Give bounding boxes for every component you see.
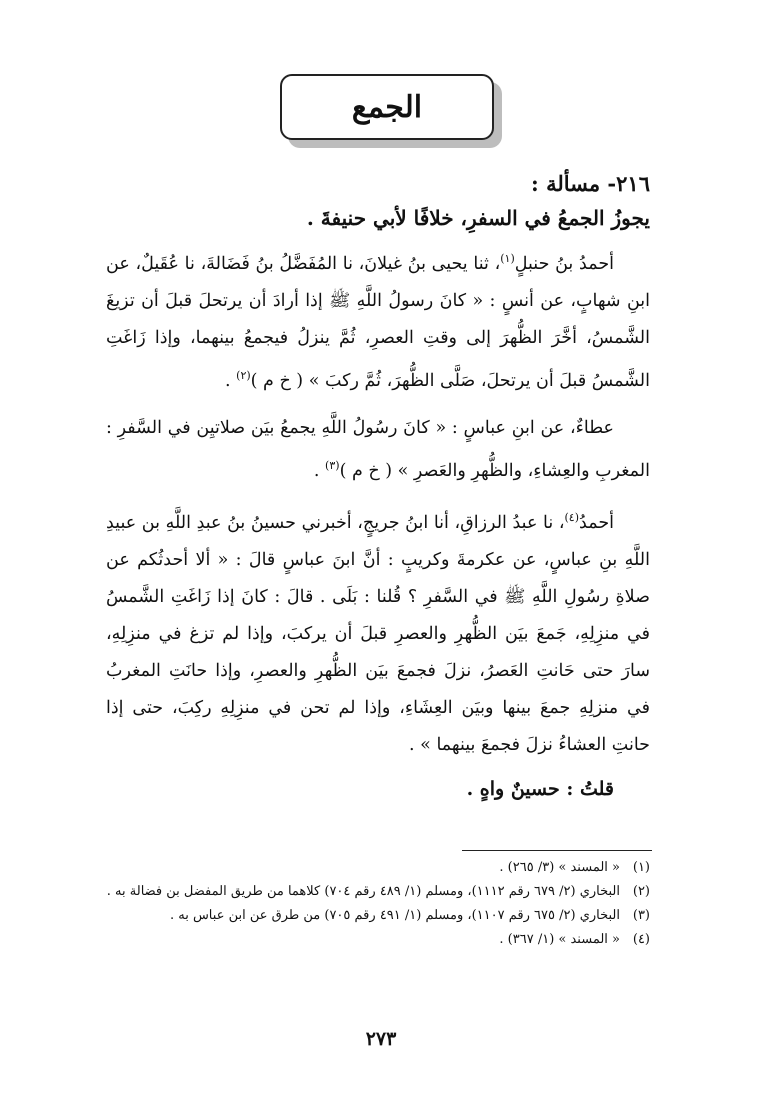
paragraph-3 <box>106 499 650 764</box>
footnote <box>106 928 650 952</box>
footnote <box>106 904 650 928</box>
footnote-marker[interactable]: (١) <box>500 252 515 265</box>
footnote-text: البخاري (٢/ ٦٧٩ رقم ١١١٢)، ومسلم (١/ ٤٨٩ رقم ٧٠٤) كلاهما من طريق المفضل بن فضالة به . <box>106 884 620 899</box>
footnotes <box>106 856 650 952</box>
footnote-text: « المسند » (١/ ٣٦٧) . <box>499 932 620 947</box>
paragraph-2 <box>106 410 650 490</box>
issue-thesis: يجوزُ الجمعُ في السفرِ، خلافًا لأبي حنيفةَ . <box>306 206 650 230</box>
paragraph-text: ، نا عبدُ الرزاقِ، أنا ابنُ جريجٍ، أخبرني حسينُ بنُ عبدِ اللَّهِ بن عبيدِ اللَّهِ بنِ عباسٍ، عن عكرمةَ وكريبٍ : أنَّ ابنَ عباسٍ قالَ : « ألا أحدثُكم عن صلاةِ رسُولِ اللَّهِ ﷺ في السَّفرِ ؟ قُلنا : بَلَى . قالَ : كانَ إذا زَاغَتِ الشَّمسُ في منزِلِهِ، جَمعَ بيَن الظُّهرِ والعصرِ قبلَ أن يركبَ، وإذا لم تزغ في منزِلِهِ، سارَ حتى حَانتِ العَصرُ، نزلَ فجمعَ بيَن الظُّهرِ والعصرِ، وإذا حانَتِ المغربُ في منزلِهِ جمعَ بينها وبيَن العِشَاءِ، وإذا لم تحن في منزِلِهِ ركِبَ، حتى إذا حانتِ العشاءُ نزلَ فجمعَ بينهما » . <box>106 513 650 756</box>
paragraph-text: أحمدُ بنُ حنبلٍ <box>514 253 614 274</box>
main-content <box>106 165 650 800</box>
paragraph-text: . <box>313 460 326 481</box>
footnote-text: البخاري (٢/ ٦٧٥ رقم ١١٠٧)، ومسلم (١/ ٤٩١ رقم ٧٠٥) من طرق عن ابن عباس به . <box>169 908 620 923</box>
page-number: ٢٧٣ <box>365 1028 397 1050</box>
paragraph-text: ، ثنا يحيى بنُ غيلانَ، نا المُفَضَّلُ بنُ فَضَالةَ، نا عُقَيلٌ، عن ابنِ شهابٍ، عن أنسٍ : « كانَ رسولُ اللَّهِ ﷺ إذا أرادَ أن يرتحلَ قبلَ أن تزيغَ الشَّمسُ، أخَّرَ الظُّهرَ إلى وقتِ العصرِ، ثُمَّ ينزلُ فيجمعُ بينهما، وإذا زَاغَتِ الشَّمسُ قبلَ أن يرتحلَ، صَلَّى الظُّهرَ، ثُمَّ ركبَ » ( خ م ) <box>106 253 650 391</box>
paragraph-text: . <box>225 370 237 391</box>
footnote-number: (١) <box>632 860 650 875</box>
footnote-number: (٢) <box>632 884 650 899</box>
paragraph-1 <box>106 240 650 400</box>
footnote-number: (٤) <box>632 932 650 947</box>
paragraph-text: أحمدُ <box>579 513 614 534</box>
footnote <box>106 856 650 880</box>
paragraph-text: عطاءٌ، عن ابنِ عباسٍ : « كانَ رسُولُ اللَّهِ يجمعُ بيَن صلاتيِن في السَّفرِ : المغربِ والعِشاءِ، والظُّهرِ والعَصرِ » ( خ م ) <box>106 417 650 481</box>
issue-heading: ٢١٦- مسألة : <box>531 171 650 196</box>
footnote-marker[interactable]: (٢) <box>236 368 251 382</box>
footnote <box>106 880 650 904</box>
chapter-title-box <box>280 74 494 140</box>
footnote-divider <box>462 850 652 851</box>
footnote-marker[interactable]: (٣) <box>325 458 340 472</box>
author-comment: قلتُ : حسينٌ واهٍ . <box>466 778 614 801</box>
chapter-title: الجمع <box>351 89 423 125</box>
footnote-marker[interactable]: (٤) <box>564 511 580 525</box>
footnote-text: « المسند » (٣/ ٢٦٥) . <box>499 860 620 875</box>
footnote-number: (٣) <box>632 908 650 923</box>
